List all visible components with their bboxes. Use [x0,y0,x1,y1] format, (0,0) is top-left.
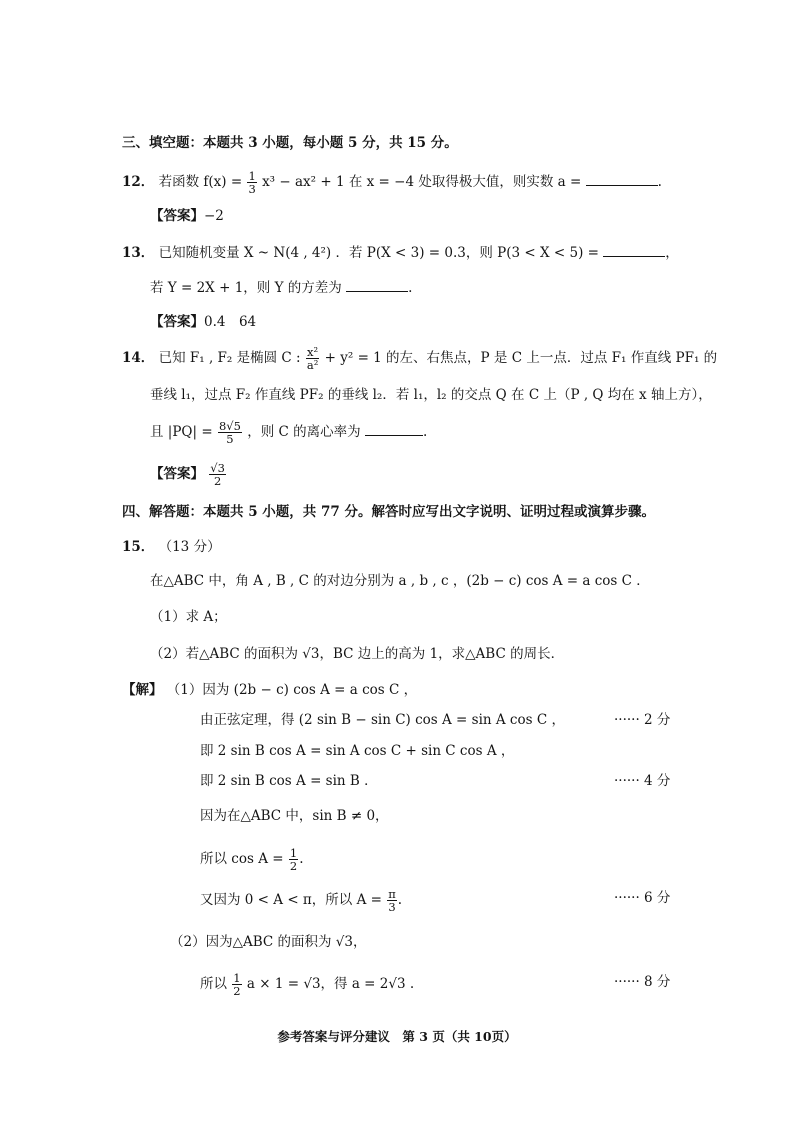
solution-line-6: 所以 cos A = $\frac{1}{2}$ . [200,846,304,873]
question-14-answer-value: $\frac{√3}{2}$ [210,461,225,488]
question-15-part1: （1）求 A； [150,609,227,625]
area-fraction: $\frac{1}{2}$ [233,971,241,998]
question-13-line1: 13． 已知随机变量 X ~ N(4 , 4²) ．若 P(X < 3) = 0.3，则 P(3 < X < 5) = ， [122,245,679,261]
question-13-number: 13． [122,245,155,261]
solution-line-3: 即 2 sin B cos A = sin A cos C + sin C cos A ， [200,743,515,759]
question-12-answer-value: −2 [204,208,224,224]
solution-line-7: 又因为 0 < A < π，所以 A = $\frac{\pi}{3}$ . [200,887,403,914]
question-12-number: 12． [122,174,155,190]
question-13-answer: 【答案】0.4 64 [150,314,257,330]
section3-heading: 三、填空题：本题共 3 小题，每小题 5 分，共 15 分。 [122,135,458,151]
question-14-line2: 垂线 l₁，过点 F₂ 作直线 PF₂ 的垂线 l₂．若 l₁，l₂ 的交点 Q 在 C 上（P , Q 均在 x 轴上方）， [150,387,712,403]
question-15-part2: （2）若△ABC 的面积为 √3，BC 边上的高为 1，求△ABC 的周长． [150,646,565,662]
solution-line-5: 因为在△ABC 中，sin B ≠ 0， [200,808,389,824]
solution-line-9: 所以 $\frac{1}{2}$ a × 1 = √3，得 a = 2√3 . [200,971,415,998]
question-15-points: （13 分） [158,539,221,555]
solution-line-2: 由正弦定理，得 (2 sin B − sin C) cos A = sin A cos C ， [200,712,565,728]
question-15-header [122,537,221,557]
question-14-fraction-2: $\frac{8√5}{5}$ [218,419,241,446]
question-13-blank-2 [346,279,408,292]
question-12: 12． 若函数 f(x) = $\frac{1}{3}$ x³ − ax² + 1 在 x = −4 处取得极大值，则实数 a = . [122,169,662,196]
question-12-fraction: $\frac{1}{3}$ [248,169,256,196]
question-12-pre: 若函数 f(x) = [158,174,243,190]
question-12-answer: 【答案】−2 [150,208,224,224]
section4-heading: 四、解答题：本题共 5 小题，共 77 分。解答时应写出文字说明、证明过程或演算步骤。 [122,504,655,520]
solution-line-4: 即 2 sin B cos A = sin B ． [200,773,378,789]
question-14-line3: 且 |PQ| = $\frac{8√5}{5}$ ，则 C 的离心率为 . [150,419,428,446]
score-8: ······ 8 分 [614,974,671,990]
page-footer: 参考答案与评分建议 第 3 页（共 10页） [277,1029,517,1044]
score-4: ······ 4 分 [614,773,671,789]
question-14-line1: 14． 已知 F₁ , F₂ 是椭圆 C : $\frac{\text{x²}}{\text{a²}}$ + y² = 1 的左、右焦点，P 是 C 上一点．过点 F₁ 作直线 PF₁ 的 [122,345,718,372]
question-14-blank [365,423,423,436]
solution-label: 【解】 [122,682,163,698]
cos-a-fraction: $\frac{1}{2}$ [289,846,298,873]
question-12-blank [586,173,658,186]
question-14-answer: 【答案】 $\frac{√3}{2}$ [150,461,225,488]
question-13-line2: 若 Y = 2X + 1，则 Y 的方差为 . [150,280,413,296]
question-14-number: 14． [122,350,155,366]
question-15-stem: 在△ABC 中，角 A , B , C 的对边分别为 a , b , c ，(2b − c) cos A = a cos C ． [150,573,650,589]
question-14-fraction: $\frac{\text{x²}}{\text{a²}}$ [306,345,319,372]
angle-a-fraction: $\frac{\pi}{3}$ [388,887,396,914]
question-13-blank-1 [603,244,665,257]
question-13-answer-value: 0.4 64 [204,314,257,330]
solution-line-1: 【解】 （1）因为 (2b − c) cos A = a cos C ， [122,682,418,698]
solution-line-8: （2）因为△ABC 的面积为 √3， [170,934,367,950]
question-12-expression: x³ − ax² + 1 在 x = −4 处取得极大值，则实数 a = [262,174,582,190]
question-15-number: 15． [122,539,155,555]
score-2: ······ 2 分 [614,712,671,728]
score-6: ······ 6 分 [614,890,671,906]
